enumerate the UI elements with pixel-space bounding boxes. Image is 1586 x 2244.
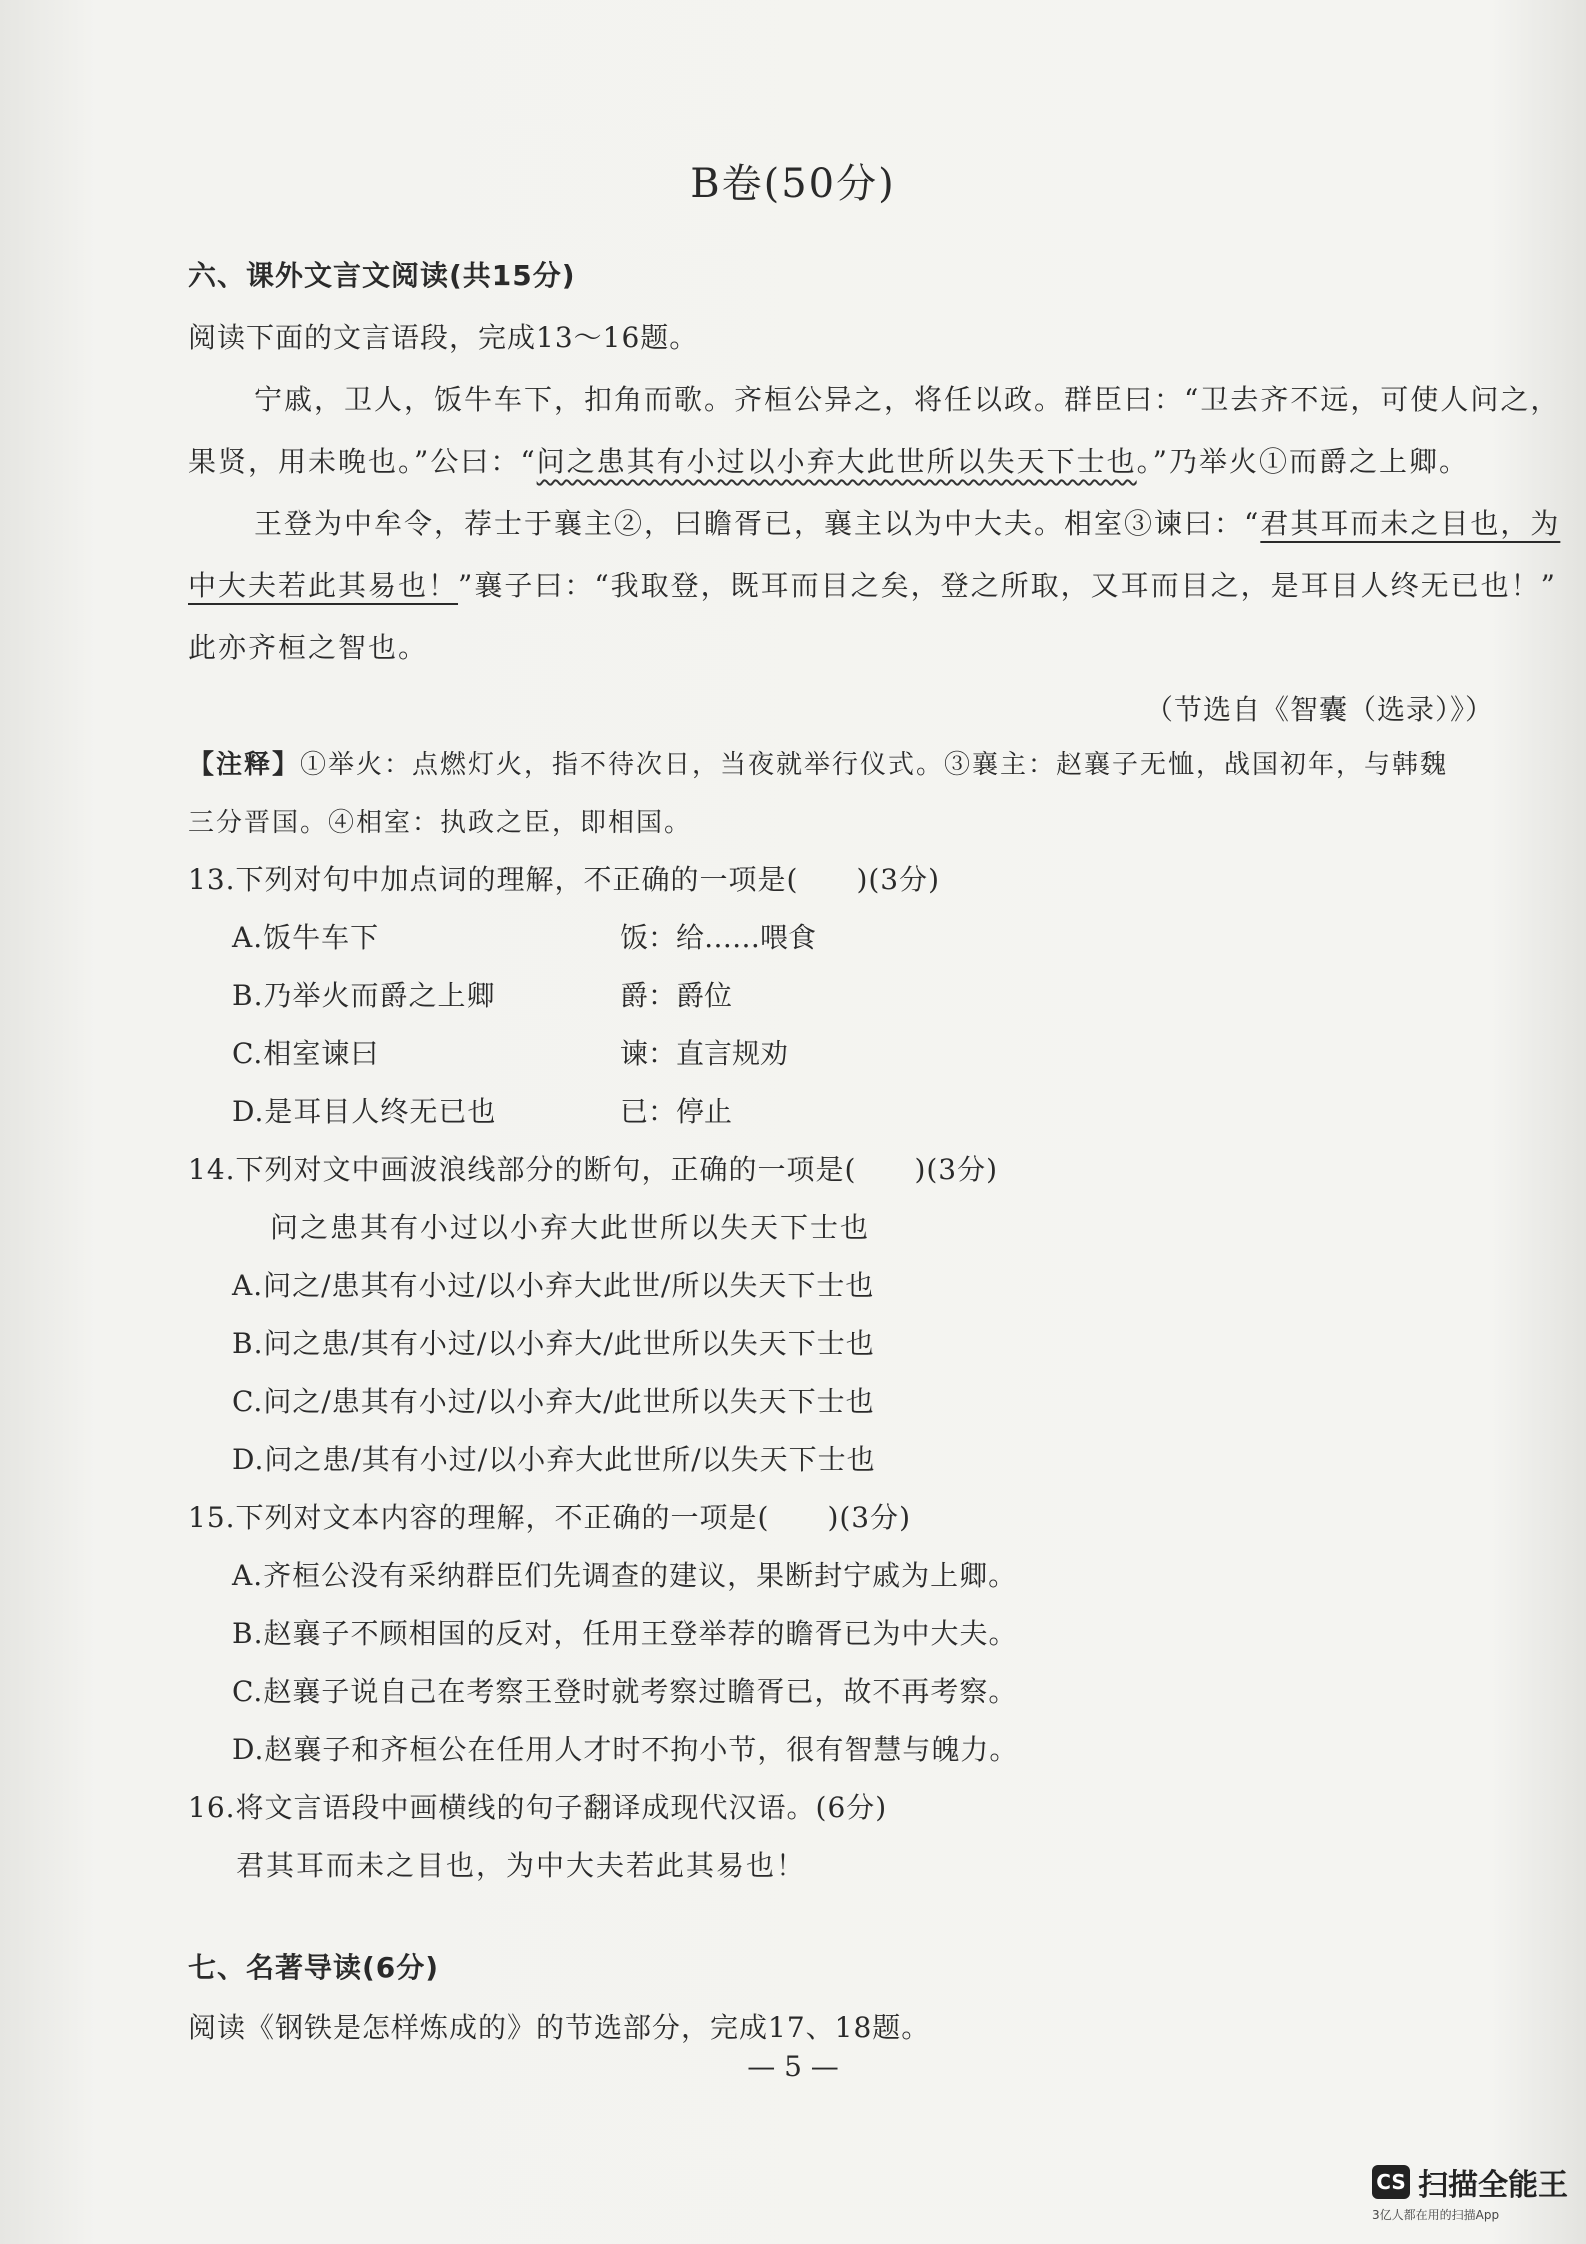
passage-line: 此亦齐桓之智也。	[188, 631, 429, 664]
section-7-instruction: 阅读《钢铁是怎样炼成的》的节选部分，完成17、18题。	[188, 2011, 931, 2044]
question-13-stem: 13.下列对句中加点词的理解，不正确的一项是( )(3分)	[188, 863, 941, 896]
page-number: — 5 —	[747, 2050, 839, 2083]
q13-option-a: A.饭牛车下	[232, 921, 380, 954]
source-citation: （节选自《智囊（选录）》）	[1144, 693, 1494, 726]
section-6-heading: 六、课外文言文阅读(共15分)	[188, 259, 576, 292]
q15-option-c: C.赵襄子说自己在考察王登时就考察过瞻胥已，故不再考察。	[232, 1675, 1018, 1708]
q13-option-d-definition: 已：停止	[620, 1095, 733, 1128]
q13-option-b-definition: 爵：爵位	[620, 979, 733, 1012]
annotation-label: 【注释】	[188, 750, 301, 780]
q16-sentence: 君其耳而未之目也，为中大夫若此其易也！	[236, 1849, 807, 1882]
q14-option-d: D.问之患/其有小过/以小弃大此世所/以失天下士也	[232, 1443, 876, 1476]
q13-option-d: D.是耳目人终无已也	[232, 1095, 497, 1128]
passage-text: 王登为中牟令，荐士于襄主②，曰瞻胥已，襄主以为中大夫。相室③谏曰：“	[254, 507, 1261, 540]
underlined-sentence: 中大夫若此其易也！	[188, 569, 459, 602]
passage-line	[188, 564, 1557, 604]
passage-text: 。”乃举火①而爵之上卿。	[1136, 445, 1469, 478]
q13-option-c-definition: 谏：直言规劝	[620, 1037, 789, 1070]
question-14-stem: 14.下列对文中画波浪线部分的断句，正确的一项是( )(3分)	[188, 1153, 999, 1186]
wavy-underlined-sentence: 问之患其有小过以小弃大此世所以失天下士也	[536, 445, 1137, 478]
passage-line	[188, 440, 1469, 480]
q13-option-b: B.乃举火而爵之上卿	[232, 979, 496, 1012]
q14-option-b: B.问之患/其有小过/以小弃大/此世所以失天下士也	[232, 1327, 875, 1360]
question-15-stem: 15.下列对文本内容的理解，不正确的一项是( )(3分)	[188, 1501, 912, 1534]
q14-option-c: C.问之/患其有小过/以小弃大/此世所以失天下士也	[232, 1385, 875, 1418]
page-title: B卷(50分)	[690, 161, 896, 207]
passage-text: ”襄子曰：“我取登，既耳而目之矣，登之所取，又耳而目之，是耳目人终无已也！”	[458, 569, 1557, 602]
camscanner-logo-icon: CS	[1372, 2165, 1410, 2199]
q14-sentence: 问之患其有小过以小弃大此世所以失天下士也	[270, 1211, 871, 1244]
watermark-name: 扫描全能王	[1418, 2168, 1568, 2203]
passage-line: 宁戚，卫人，饭牛车下，扣角而歌。齐桓公异之，将任以政。群臣曰：“卫去齐不远，可使人问之，	[254, 383, 1561, 416]
annotation-line: 三分晋国。④相室：执政之臣，即相国。	[188, 808, 693, 838]
passage-line	[254, 502, 1560, 542]
scanner-watermark	[1372, 2160, 1568, 2204]
q15-option-a: A.齐桓公没有采纳群臣们先调查的建议，果断封宁戚为上卿。	[232, 1559, 1018, 1592]
q13-option-c: C.相室谏曰	[232, 1037, 380, 1070]
q13-option-a-definition: 饭：给……喂食	[620, 921, 817, 954]
underlined-sentence: 君其耳而未之目也，为	[1260, 507, 1561, 540]
q15-option-d: D.赵襄子和齐桓公在任用人才时不拘小节，很有智慧与魄力。	[232, 1733, 1019, 1766]
section-7-heading: 七、名著导读(6分)	[188, 1951, 440, 1984]
q14-option-a: A.问之/患其有小过/以小弃大此世/所以失天下士也	[232, 1269, 875, 1302]
passage-text: 果贤，用未晚也。”公曰：“	[188, 445, 537, 478]
annotation-line	[188, 744, 1448, 781]
watermark-tagline: 3亿人都在用的扫描App	[1372, 2208, 1500, 2222]
q15-option-b: B.赵襄子不顾相国的反对，任用王登举荐的瞻胥已为中大夫。	[232, 1617, 1018, 1650]
annotation-text: ①举火：点燃灯火，指不待次日，当夜就举行仪式。③襄主：赵襄子无恤，战国初年，与韩魏	[300, 750, 1449, 780]
section-6-instruction: 阅读下面的文言语段，完成13～16题。	[188, 321, 699, 354]
question-16-stem: 16.将文言语段中画横线的句子翻译成现代汉语。(6分)	[188, 1791, 888, 1824]
